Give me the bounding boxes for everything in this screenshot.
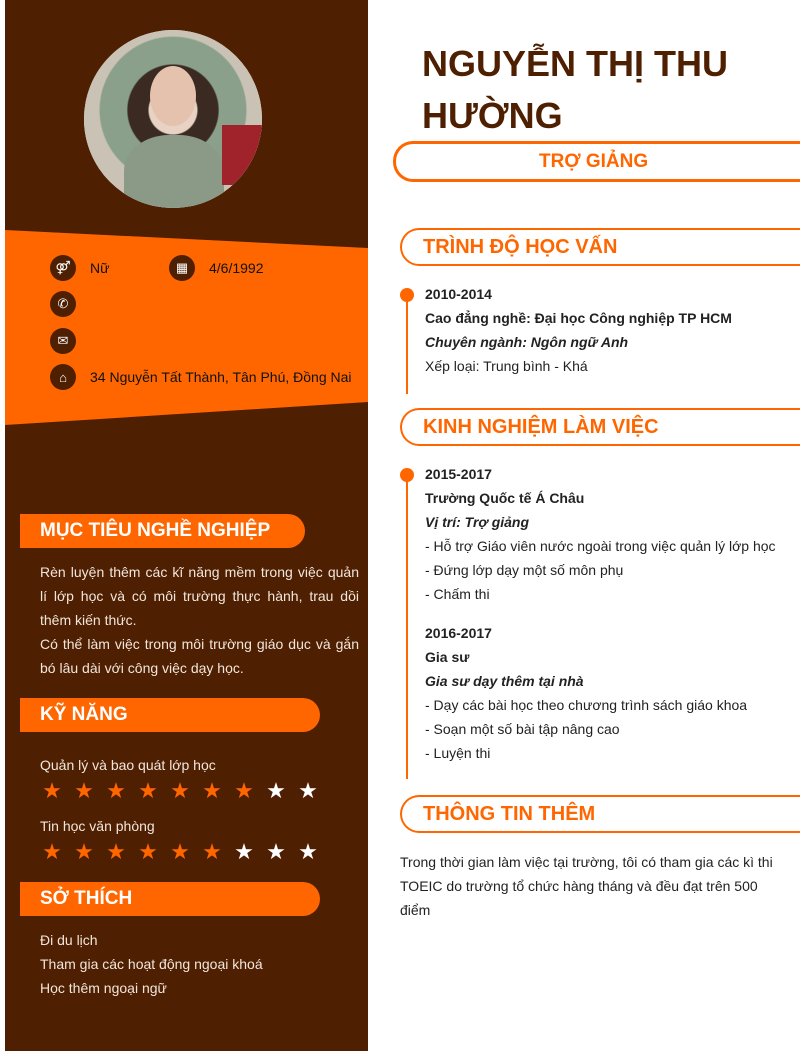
star-filled-icon: ★ [106, 778, 126, 803]
task: - Chấm thi [425, 586, 490, 602]
calendar-icon: ▦ [169, 255, 195, 281]
task: - Đứng lớp dạy một số môn phụ [425, 562, 624, 578]
additional-text: Trong thời gian làm việc tại trường, tôi có tham gia các kì thi TOEIC do trường tổ chức hàng tháng và đều đạt trên 500 điểm [400, 854, 773, 918]
education-entry [425, 282, 732, 378]
address-row [50, 364, 352, 390]
star-filled-icon: ★ [170, 778, 190, 803]
job-entry [425, 621, 747, 765]
star-filled-icon: ★ [106, 839, 126, 864]
birthday: 4/6/1992 [209, 260, 264, 276]
grade: Xếp loại: Trung bình - Khá [425, 358, 588, 374]
objective-line: Có thể làm việc trong môi trường giáo dục và gắn bó lâu dài với công việc dạy học. [40, 636, 359, 676]
star-filled-icon: ★ [138, 778, 158, 803]
skill-label: Tin học văn phòng [40, 818, 155, 834]
star-filled-icon: ★ [170, 839, 190, 864]
period: 2016-2017 [425, 625, 492, 641]
task: - Soạn một số bài tập nâng cao [425, 721, 620, 737]
phone-icon: ✆ [50, 291, 76, 317]
gender: Nữ [90, 260, 110, 276]
star-filled-icon: ★ [138, 839, 158, 864]
address: 34 Nguyễn Tất Thành, Tân Phú, Đồng Nai [90, 369, 352, 385]
star-filled-icon: ★ [202, 778, 222, 803]
phone-row [50, 291, 90, 317]
timeline-dot [400, 288, 414, 302]
birthday-row [169, 255, 264, 281]
organization: Gia sư [425, 649, 470, 665]
gender-icon: ⚤ [50, 255, 76, 281]
position-title: TRỢ GIẢNG [393, 141, 800, 182]
star-empty-icon: ★ [266, 778, 286, 803]
hobbies-heading: SỞ THÍCH [20, 882, 320, 916]
period: 2015-2017 [425, 466, 492, 482]
skills-heading: KỸ NĂNG [20, 698, 320, 732]
email-row [50, 328, 90, 354]
major: Chuyên ngành: Ngôn ngữ Anh [425, 334, 629, 350]
task: - Dạy các bài học theo chương trình sách giáo khoa [425, 697, 748, 713]
star-empty-icon: ★ [266, 839, 286, 864]
star-filled-icon: ★ [74, 778, 94, 803]
hobby-item: Học thêm ngoại ngữ [40, 980, 167, 996]
objective-heading: MỤC TIÊU NGHỀ NGHIỆP [20, 514, 305, 548]
star-filled-icon: ★ [42, 839, 62, 864]
job-entry [425, 462, 776, 606]
timeline-line [406, 474, 408, 779]
objective-line: Rèn luyện thêm các kĩ năng mềm trong việc quản lí lớp học và có môi trường thực hành, trau dồi thêm kiến thức. [40, 564, 359, 628]
skill-rating [40, 841, 320, 863]
skill-label: Quản lý và bao quát lớp học [40, 757, 216, 773]
gender-row [50, 255, 109, 281]
skill-rating [40, 780, 320, 802]
star-empty-icon: ★ [298, 778, 318, 803]
timeline-line [406, 294, 408, 394]
hobbies-list [40, 928, 359, 1000]
home-icon: ⌂ [50, 364, 76, 390]
experience-heading: KINH NGHIỆM LÀM VIỆC [400, 408, 800, 446]
star-filled-icon: ★ [234, 778, 254, 803]
full-name: NGUYỄN THỊ THU HƯỜNG [422, 43, 728, 136]
timeline-dot [400, 468, 414, 482]
period: 2010-2014 [425, 286, 492, 302]
star-empty-icon: ★ [234, 839, 254, 864]
task: - Luyện thi [425, 745, 491, 761]
star-filled-icon: ★ [74, 839, 94, 864]
hobby-item: Tham gia các hoạt động ngoại khoá [40, 956, 263, 972]
star-filled-icon: ★ [202, 839, 222, 864]
role: Vị trí: Trợ giảng [425, 514, 530, 530]
star-filled-icon: ★ [42, 778, 62, 803]
organization: Trường Quốc tế Á Châu [425, 490, 585, 506]
hobby-item: Đi du lịch [40, 932, 98, 948]
education-heading: TRÌNH ĐỘ HỌC VẤN [400, 228, 800, 266]
school: Cao đẳng nghề: Đại học Công nghiệp TP HCM [425, 310, 732, 326]
additional-heading: THÔNG TIN THÊM [400, 795, 800, 833]
objective-text [40, 560, 359, 680]
star-empty-icon: ★ [298, 839, 318, 864]
task: - Hỗ trợ Giáo viên nước ngoài trong việc quản lý lớp học [425, 538, 776, 554]
role: Gia sư dạy thêm tại nhà [425, 673, 584, 689]
mail-icon: ✉ [50, 328, 76, 354]
profile-photo [84, 30, 262, 208]
